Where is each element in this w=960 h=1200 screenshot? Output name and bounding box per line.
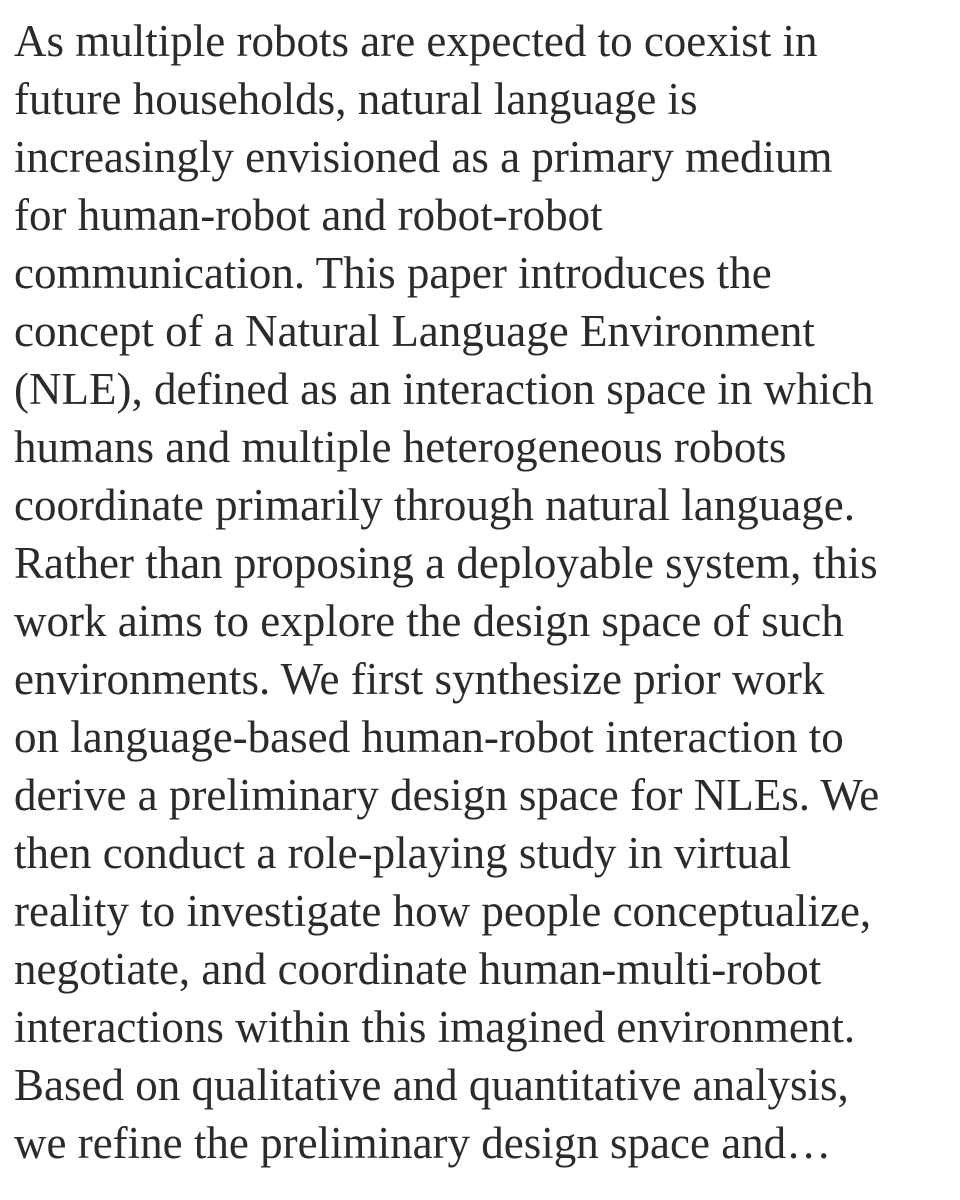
abstract-text <box>14 12 954 1172</box>
abstract-line: then conduct a role-playing study in virtual <box>14 828 792 878</box>
abstract-line: on language-based human-robot interaction to <box>14 712 844 762</box>
abstract-line: Based on qualitative and quantitative analysis, <box>14 1060 849 1110</box>
abstract-line: coordinate primarily through natural language. <box>14 480 855 530</box>
abstract-line: communication. This paper introduces the <box>14 248 772 298</box>
abstract-line: environments. We first synthesize prior work <box>14 654 825 704</box>
abstract-line: Rather than proposing a deployable system, this <box>14 538 878 588</box>
abstract-line: derive a preliminary design space for NLEs. We <box>14 770 880 820</box>
abstract-line: increasingly envisioned as a primary medium <box>14 132 833 182</box>
abstract-line: interactions within this imagined environment. <box>14 1002 856 1052</box>
abstract-line: for human-robot and robot-robot <box>14 190 603 240</box>
abstract-line: negotiate, and coordinate human-multi-robot <box>14 944 822 994</box>
abstract-line: concept of a Natural Language Environment <box>14 306 815 356</box>
abstract-line: humans and multiple heterogeneous robots <box>14 422 787 472</box>
abstract-line: reality to investigate how people conceptualize, <box>14 886 872 936</box>
abstract-line: future households, natural language is <box>14 74 698 124</box>
abstract-line: work aims to explore the design space of such <box>14 596 844 646</box>
abstract-line: (NLE), defined as an interaction space in which <box>14 364 874 414</box>
abstract-line: As multiple robots are expected to coexist in <box>14 16 818 66</box>
abstract-line: we refine the preliminary design space and… <box>14 1118 832 1168</box>
